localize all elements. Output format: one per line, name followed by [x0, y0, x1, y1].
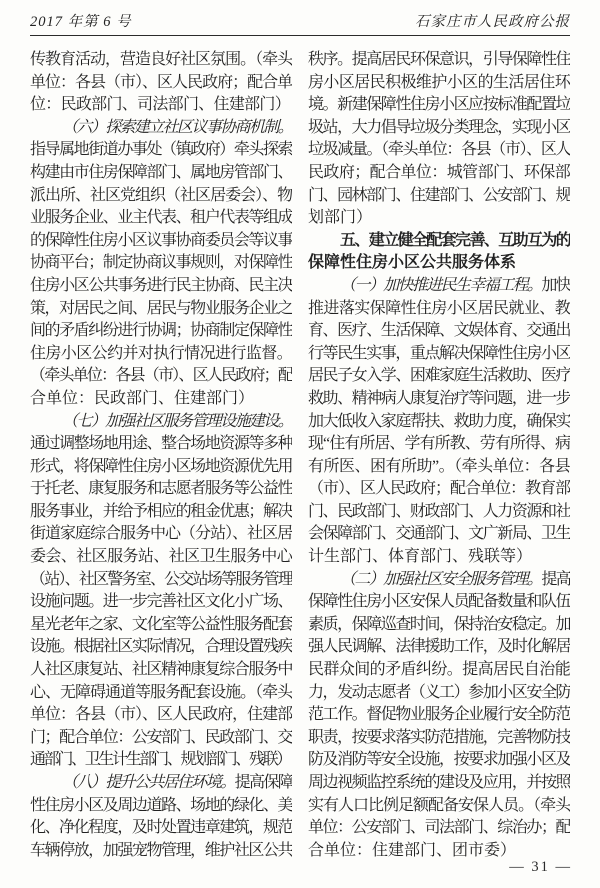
text-run: 周边视频监控系统的建设及应用，并按照 — [308, 774, 570, 791]
text-run: （一）加快推进民生幸福工程。 — [340, 276, 542, 294]
text-run: 强人民调解、法律援助工作，及时化解居 — [308, 638, 570, 656]
text-line — [30, 162, 292, 185]
text-line — [30, 139, 292, 162]
gazette-title: 石家庄市人民政府公报 — [415, 14, 570, 30]
text-line — [30, 411, 292, 434]
text-run: 防及消防等安全设施，按要求加强小区及 — [308, 751, 570, 769]
text-run: 保障性住房小区公共服务体系 — [308, 254, 517, 272]
text-line — [30, 275, 292, 298]
text-line — [30, 749, 292, 772]
text-line — [308, 817, 570, 840]
text-run: 提高 — [541, 570, 570, 588]
text-line — [308, 614, 570, 637]
text-column-right — [308, 49, 570, 862]
text-run: 星光老年之家、文化室等公益性服务配套 — [30, 615, 292, 633]
text-run: 垃圾减量。（牵头单位：各县（市）、区人 — [308, 141, 570, 159]
text-line — [30, 840, 292, 863]
text-line — [30, 772, 292, 795]
text-line — [308, 411, 570, 434]
text-run: （市）、区人民政府；配合单位：教育部 — [308, 480, 570, 498]
text-run: 门；配合单位：公安部门、民政部门、交 — [30, 728, 292, 746]
text-run: 推进落实保障性住房小区居民就业、教 — [308, 299, 570, 317]
text-run: 合单位：民政部门、住建部门） — [30, 389, 255, 407]
text-run: 间的矛盾纠纷进行协调；协商制定保障性 — [30, 322, 292, 340]
text-line — [308, 162, 570, 185]
text-line — [30, 433, 292, 456]
text-line — [308, 749, 570, 772]
text-line — [308, 727, 570, 750]
text-run: 境。新建保障性住房小区应按标准配置垃 — [308, 96, 570, 114]
text-run: 形式，将保障性住房小区场地资源优先用 — [30, 457, 292, 475]
text-line — [30, 682, 292, 705]
text-run: 服务事业，并给予相应的租金优惠；解决 — [30, 502, 292, 520]
text-line — [308, 523, 570, 546]
text-run: 指导属地街道办事处（镇政府）牵头探索 — [30, 141, 292, 159]
issue-number: 2017 年第 6 号 — [30, 14, 132, 30]
text-run: 提高保障 — [234, 774, 292, 791]
page-header — [30, 10, 570, 36]
text-run: 现“住有所居、学有所教、劳有所得、病 — [308, 435, 570, 453]
text-run: 行等民生实事，重点解决保障性住房小区 — [308, 344, 570, 362]
text-line — [308, 94, 570, 117]
text-run: 救助、精神病人康复治疗等问题，进一步 — [308, 389, 570, 407]
text-line — [308, 795, 570, 818]
text-line — [30, 298, 292, 321]
text-line — [308, 365, 570, 388]
text-line — [308, 659, 570, 682]
text-line — [308, 478, 570, 501]
text-run: 范工作。督促物业服务企业履行安全防范 — [308, 706, 570, 724]
page-body — [30, 49, 570, 862]
text-line — [30, 591, 292, 614]
text-run: （七）加强社区服务管理设施建设。 — [62, 412, 292, 430]
text-run: 设施问题。进一步完善社区文化小广场、 — [30, 593, 292, 611]
text-line — [30, 795, 292, 818]
text-run: 住房小区公共事务进行民主协商、民主决 — [30, 276, 292, 294]
text-line — [30, 207, 292, 230]
text-line — [308, 343, 570, 366]
text-line — [30, 230, 292, 253]
text-line — [30, 117, 292, 140]
page-number: — 31 — — [509, 859, 572, 875]
text-line — [308, 49, 570, 72]
text-run: 构建由市住房保障部门、属地房管部门、 — [30, 163, 292, 181]
text-run: 化、净化程度，及时处置违章建筑，规范 — [30, 819, 292, 837]
text-line — [30, 546, 292, 569]
text-run: 性住房小区及周边道路、场地的绿化、美 — [30, 796, 292, 814]
text-line — [30, 727, 292, 750]
text-line — [30, 523, 292, 546]
text-line — [308, 388, 570, 411]
text-run: 住房小区公约并对执行情况进行监督。 — [30, 344, 292, 362]
text-run: 会保障部门、交通部门、文广新局、卫生 — [308, 525, 570, 543]
text-run: 房小区居民积极维护小区的生活居住环 — [308, 73, 570, 91]
text-run: 门、民政部门、财政部门、人力资源和社 — [308, 502, 570, 520]
text-run: 协商平台；制定协商议事规则，对保障性 — [30, 254, 292, 272]
text-line — [30, 94, 292, 117]
text-line — [308, 501, 570, 524]
text-run: （六）探索建立社区议事协商机制。 — [62, 118, 292, 136]
text-line — [308, 636, 570, 659]
text-line — [30, 72, 292, 95]
text-line — [30, 478, 292, 501]
text-run: 人社区康复站、社区精神康复综合服务中 — [30, 661, 292, 679]
text-line — [30, 501, 292, 524]
text-run: 划部门） — [308, 209, 373, 227]
text-line — [308, 704, 570, 727]
text-run: 策，对居民之间、居民与物业服务企业之 — [30, 299, 292, 317]
text-line — [308, 117, 570, 140]
text-line — [30, 252, 292, 275]
text-line — [308, 185, 570, 208]
text-line — [30, 185, 292, 208]
text-run: 素质，保障巡查时间，保持治安稳定。加 — [308, 615, 570, 633]
text-line — [308, 433, 570, 456]
text-run: 于托老、康复服务和志愿者服务等公益性 — [30, 480, 292, 498]
text-line — [308, 230, 570, 253]
text-run: 秩序。提高居民环保意识，引导保障性住 — [308, 51, 570, 68]
text-line — [30, 817, 292, 840]
text-line — [30, 388, 292, 411]
text-run: 传教育活动，营造良好社区氛围。（牵头 — [30, 51, 292, 68]
text-run: 育、医疗、生活保障、文娱体育、交通出 — [308, 322, 570, 340]
text-line — [308, 546, 570, 569]
text-line — [308, 456, 570, 479]
text-run: 通过调整场地用途、整合场地资源等多种 — [30, 435, 292, 453]
text-run: 单位：各县（市）、区人民政府；配合单 — [30, 73, 292, 91]
text-run: 民政府；配合单位：城管部门、环保部 — [308, 163, 570, 181]
text-run: 单位：公安部门、司法部门、综治办；配 — [308, 819, 570, 837]
text-run: 居民子女入学、困难家庭生活救助、医疗 — [308, 367, 570, 385]
text-run: （二）加强社区安全服务管理。 — [340, 570, 542, 588]
text-run: （站）、社区警务室、公交站场等服务管理 — [30, 570, 292, 588]
text-line — [308, 320, 570, 343]
text-run: 合单位：住建部门、团市委） — [308, 841, 517, 859]
text-line — [30, 365, 292, 388]
text-line — [308, 72, 570, 95]
text-line — [30, 659, 292, 682]
text-line — [308, 207, 570, 230]
text-run: 加大低收入家庭帮扶、救助力度，确保实 — [308, 412, 570, 430]
text-line — [308, 682, 570, 705]
text-run: 委会、社区服务站、社区卫生服务中心 — [30, 548, 292, 566]
text-line — [308, 252, 570, 275]
text-run: 通部门、卫生计生部门、规划部门、残联） — [30, 751, 291, 769]
text-run: 民群众间的矛盾纠纷。提高居民自治能 — [308, 661, 570, 679]
text-line — [30, 704, 292, 727]
text-run: 加快 — [541, 276, 570, 294]
text-run: 门、园林部门、住建部门、公安部门、规 — [308, 186, 570, 204]
text-run: 业服务企业、业主代表、租户代表等组成 — [30, 209, 292, 227]
text-run: 有所医、困有所助”。（牵头单位：各县 — [308, 457, 570, 475]
text-run: 圾站，大力倡导垃圾分类理念，实现小区 — [308, 118, 570, 136]
text-run: 的保障性住房小区议事协商委员会等议事 — [30, 231, 292, 249]
text-run: 心、无障碍通道等服务配套设施。（牵头 — [30, 683, 292, 701]
text-run: 车辆停放，加强宠物管理，维护社区公共 — [30, 841, 292, 859]
text-line — [308, 139, 570, 162]
text-line — [308, 591, 570, 614]
text-run: 实有人口比例足额配备安保人员。（牵头 — [308, 796, 570, 814]
text-line — [308, 569, 570, 592]
text-run: （八）提升公共居住环境。 — [62, 774, 235, 791]
text-line — [30, 636, 292, 659]
text-line — [30, 49, 292, 72]
text-run: 计生部门、体育部门、残联等） — [308, 548, 533, 566]
text-run: 设施。根据社区实际情况，合理设置残疾 — [30, 638, 292, 656]
text-line — [30, 456, 292, 479]
text-line — [308, 772, 570, 795]
text-run: 力，发动志愿者（义工）参加小区安全防 — [308, 683, 570, 701]
text-run: 街道家庭综合服务中心（分站）、社区居 — [30, 525, 292, 543]
text-run: 保障性住房小区安保人员配备数量和队伍 — [308, 593, 570, 611]
text-line — [30, 569, 292, 592]
text-run: 五、建立健全配套完善、互助互为的 — [340, 231, 570, 249]
text-column-left — [30, 49, 292, 862]
text-line — [30, 614, 292, 637]
text-run: 位：民政部门、司法部门、住建部门） — [30, 96, 291, 114]
text-line — [30, 343, 292, 366]
text-run: （牵头单位：各县（市）、区人民政府；配 — [30, 367, 292, 385]
text-line — [30, 320, 292, 343]
text-line — [308, 275, 570, 298]
text-run: 职责，按要求落实防范措施，完善物防技 — [308, 728, 570, 746]
text-run: 单位：各县（市）、区人民政府，住建部 — [30, 706, 292, 724]
text-line — [308, 298, 570, 321]
text-run: 派出所、社区党组织（社区居委会）、物 — [30, 186, 292, 204]
